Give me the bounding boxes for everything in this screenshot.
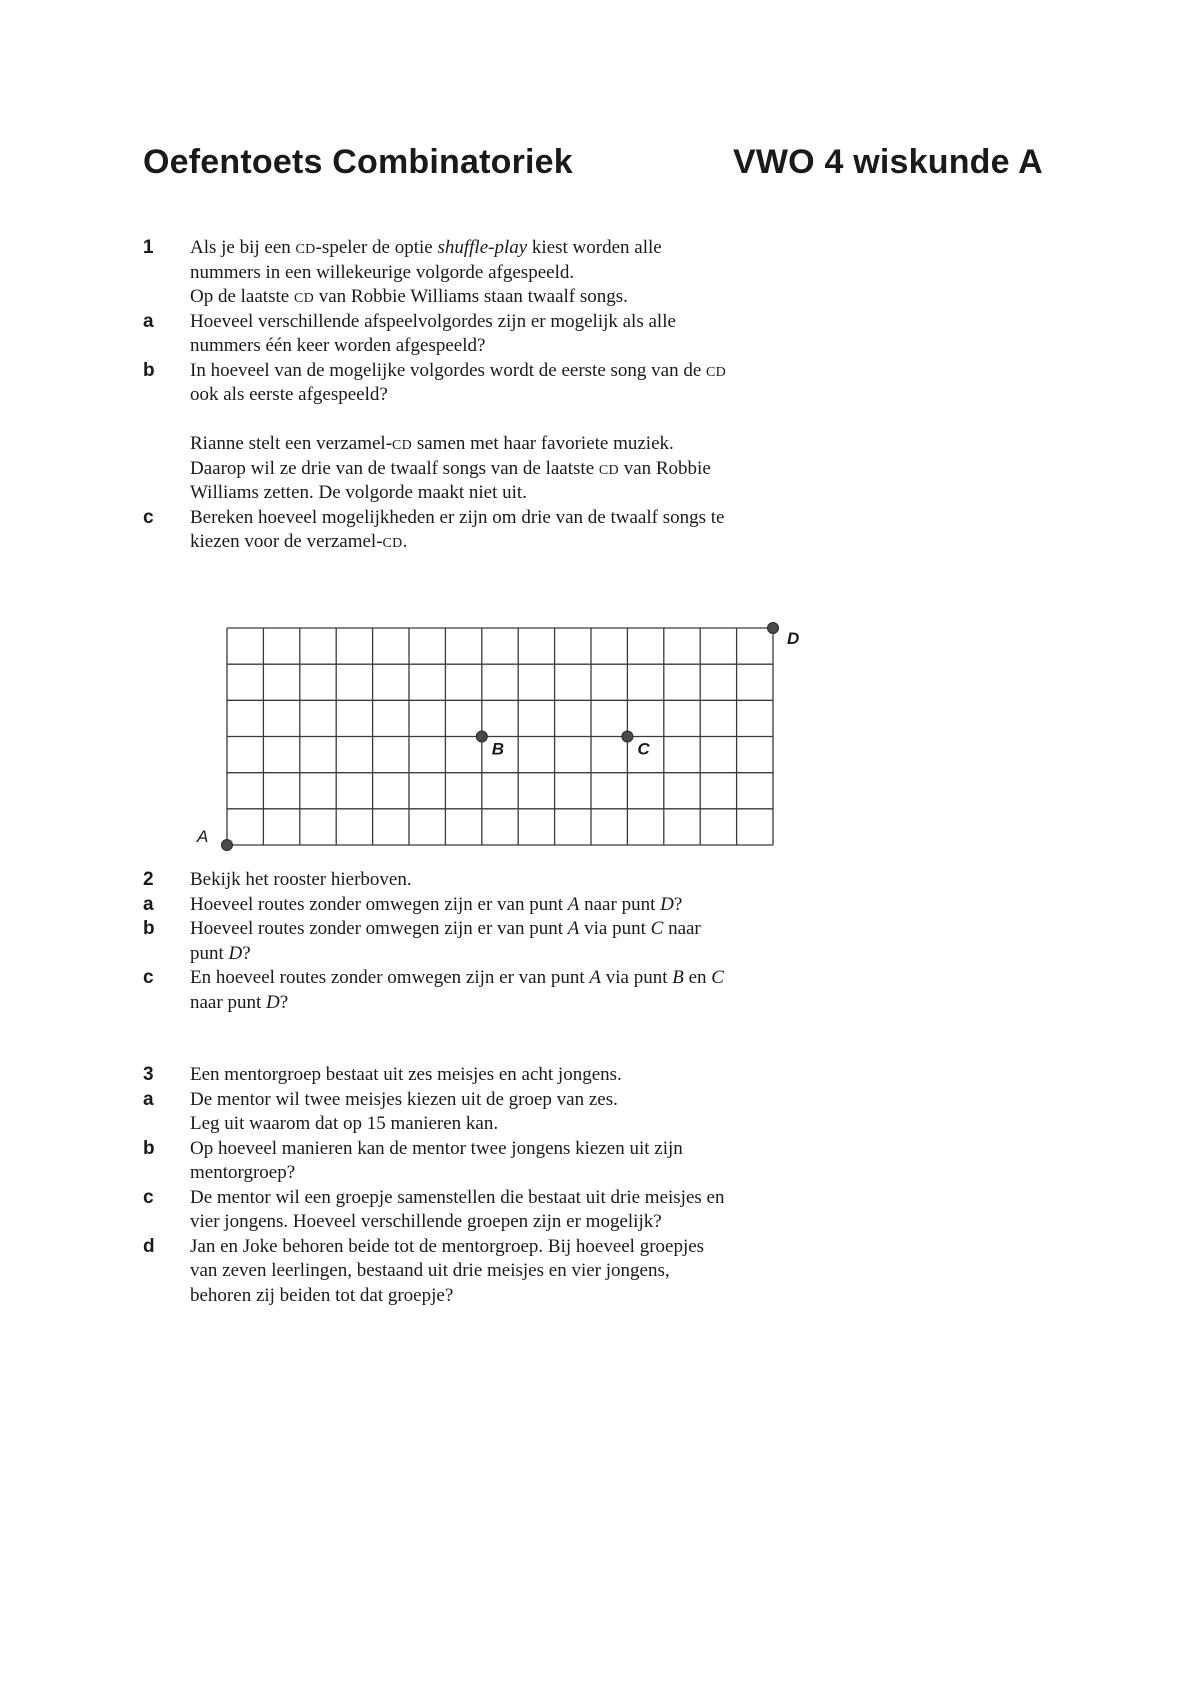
grid-point-label-c: C bbox=[637, 739, 650, 759]
q3-intro-line: 3 Een mentorgroep bestaat uit zes meisjes en acht jongens. bbox=[143, 1063, 823, 1088]
grid-point-c bbox=[622, 731, 633, 742]
q3d-line-2: van zeven leerlingen, bestaand uit drie meisjes en vier jongens, bbox=[190, 1260, 670, 1281]
q1a-label: a bbox=[143, 310, 154, 332]
q1-number: 1 bbox=[143, 237, 154, 258]
grid-point-label-a: A bbox=[197, 827, 209, 846]
q1-context-line-3: Williams zetten. De volgorde maakt niet uit. bbox=[190, 482, 527, 503]
question-2 bbox=[143, 868, 823, 1015]
q3b-label: b bbox=[143, 1137, 155, 1159]
q2b-line-1: b Hoeveel routes zonder omwegen zijn er van punt A via punt C naar bbox=[143, 917, 823, 942]
q2b-label: b bbox=[143, 918, 155, 939]
q2c-line-2: naar punt D? bbox=[190, 991, 289, 1013]
q3a-label: a bbox=[143, 1088, 154, 1110]
grid-point-a bbox=[222, 840, 233, 851]
q1b-line-1: b In hoeveel van de mogelijke volgordes wordt de eerste song van de CD bbox=[143, 359, 823, 384]
q3d-line-1: d Jan en Joke behoren beide tot de mentorgroep. Bij hoeveel groepjes bbox=[143, 1235, 823, 1260]
q1-context-line-2: Daarop wil ze drie van de twaalf songs van de laatste CD van Robbie bbox=[190, 457, 711, 479]
q1-context-line-1: Rianne stelt een verzamel-CD samen met haar favoriete muziek. bbox=[190, 433, 674, 454]
shuffle-play-term: shuffle-play bbox=[437, 237, 528, 258]
q3b-line-1: b Op hoeveel manieren kan de mentor twee jongens kiezen uit zijn bbox=[143, 1137, 823, 1162]
q2c-label: c bbox=[143, 967, 154, 988]
q2a-line-1: a Hoeveel routes zonder omwegen zijn er van punt A naar punt D? bbox=[143, 893, 823, 918]
q3d-label: d bbox=[143, 1235, 155, 1257]
q3-number: 3 bbox=[143, 1064, 154, 1085]
grid-point-b bbox=[476, 731, 487, 742]
q1c-line-1: c Bereken hoeveel mogelijkheden er zijn om drie van de twaalf songs te bbox=[143, 506, 823, 531]
q1b-line-2: ook als eerste afgespeeld? bbox=[190, 384, 388, 405]
document-title: Oefentoets Combinatoriek bbox=[143, 143, 573, 181]
q1a-line-2: nummers één keer worden afgespeeld? bbox=[190, 335, 486, 356]
q2b-line-2: punt D? bbox=[190, 942, 251, 964]
q3c-line-1: c De mentor wil een groepje samenstellen die bestaat uit drie meisjes en bbox=[143, 1186, 823, 1211]
q2c-line-1: c En hoeveel routes zonder omwegen zijn er van punt A via punt B en C bbox=[143, 966, 823, 991]
q1-intro-line-3: Op de laatste CD van Robbie Williams staan twaalf songs. bbox=[190, 286, 628, 307]
q3a-line-1: a De mentor wil twee meisjes kiezen uit de groep van zes. bbox=[143, 1088, 823, 1113]
q2a-label: a bbox=[143, 893, 154, 915]
course-label: VWO 4 wiskunde A bbox=[733, 143, 1043, 181]
q1c-label: c bbox=[143, 506, 154, 528]
q2-intro-line: 2 Bekijk het rooster hierboven. bbox=[143, 868, 823, 893]
q1a-line-1: a Hoeveel verschillende afspeelvolgordes zijn er mogelijk als alle bbox=[143, 310, 823, 335]
grid-point-d bbox=[768, 623, 779, 634]
q3b-line-2: mentorgroep? bbox=[190, 1162, 296, 1183]
q3a-line-2: Leg uit waarom dat op 15 manieren kan. bbox=[190, 1113, 499, 1134]
grid-point-label-d: D bbox=[787, 629, 800, 648]
q1-intro-line-1: 1 Als je bij een CD-speler de optie shuffle-play kiest worden alle bbox=[143, 236, 823, 261]
q3c-line-2: vier jongens. Hoeveel verschillende groepen zijn er mogelijk? bbox=[190, 1211, 662, 1232]
q1b-label: b bbox=[143, 359, 155, 381]
q1-intro-line-2: nummers in een willekeurige volgorde afgespeeld. bbox=[190, 261, 575, 283]
q3d-line-3: behoren zij beiden tot dat groepje? bbox=[190, 1284, 454, 1306]
q2-number: 2 bbox=[143, 869, 154, 890]
question-3 bbox=[143, 1063, 823, 1308]
q3c-label: c bbox=[143, 1186, 154, 1208]
q1c-line-2: kiezen voor de verzamel-CD. bbox=[190, 531, 408, 552]
grid-point-label-b: B bbox=[491, 739, 505, 759]
